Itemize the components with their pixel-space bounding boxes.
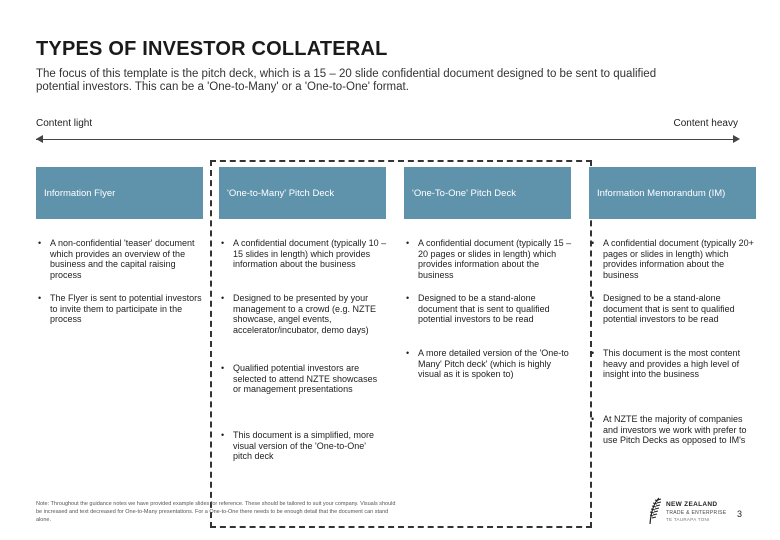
scale-right-label: Content heavy xyxy=(673,118,738,129)
scale-arrow-line xyxy=(36,139,738,140)
bullet-item: • The Flyer is sent to potential investors to invite them to participate in the process xyxy=(38,293,202,324)
bullet-item: • At NZTE the majority of companies and investors we work with prefer to use Pitch Decks as opposed to IM's xyxy=(591,414,747,445)
logo-line-3: TE TAURAPA TONI xyxy=(666,517,710,522)
column-one-to-many-pitch-deck xyxy=(219,167,386,219)
page-title: TYPES OF INVESTOR COLLATERAL xyxy=(36,38,388,60)
column-heading: 'One-To-One' Pitch Deck xyxy=(404,167,571,219)
footer-note: Note: Throughout the guidance notes we have provided example slides for reference. These should be tailored to suit your company. Visuals should be increased and text decreased for One-to-Many presentations. For a One-to-One there needs to be enough detail that the document can stand alone. xyxy=(36,501,396,523)
bullet-item: • A confidential document (typically 10 – 15 slides in length) which provides information about the business xyxy=(221,238,387,269)
bullet-item: • Qualified potential investors are selected to attend NZTE showcases or management presentations xyxy=(221,363,378,394)
column-heading: Information Memorandum (IM) xyxy=(589,167,756,219)
bullet-item: • Designed to be presented by your management to a crowd (e.g. NZTE showcase, angel events, accelerator/incubator, demo days) xyxy=(221,293,377,335)
bullet-item: • Designed to be a stand-alone document that is sent to qualified potential investors to be read xyxy=(591,293,735,324)
bullet-item: • A confidential document (typically 20+ pages or slides in length) which provides information about the business xyxy=(591,238,754,280)
bullet-item: • This document is a simplified, more visual version of the 'One-to-One' pitch deck xyxy=(221,430,375,461)
fern-icon xyxy=(648,497,662,525)
scale-left-label: Content light xyxy=(36,118,93,129)
bullet-item: • A confidential document (typically 15 – 20 pages or slides in length) which provides information about the business xyxy=(406,238,572,280)
column-heading: Information Flyer xyxy=(36,167,203,219)
arrow-left-head-icon xyxy=(36,135,43,143)
bullet-item: • A more detailed version of the 'One-to Many' Pitch deck' (which is highly visual as it is spoken to) xyxy=(406,348,569,379)
nzte-logo xyxy=(648,497,728,527)
column-heading: 'One-to-Many' Pitch Deck xyxy=(219,167,386,219)
page-subtitle: The focus of this template is the pitch deck, which is a 15 – 20 slide confidential document designed to be sent to qualified potential investors. This can be a 'One-to-Many' or a 'One-to-One' format. xyxy=(36,68,657,93)
column-information-flyer xyxy=(36,167,203,219)
page-number: 3 xyxy=(737,509,743,519)
logo-line-2: TRADE & ENTERPRISE xyxy=(666,510,727,516)
bullet-item: • This document is the most content heavy and provides a high level of insight into the business xyxy=(591,348,741,379)
arrow-right-head-icon xyxy=(733,135,740,143)
bullet-item: • A non-confidential 'teaser' document which provides an overview of the business and the capital raising process xyxy=(38,238,195,280)
column-one-to-one-pitch-deck xyxy=(404,167,571,219)
logo-line-1: NEW ZEALAND xyxy=(666,501,718,508)
bullet-item: • Designed to be a stand-alone document that is sent to qualified potential investors to be read xyxy=(406,293,550,324)
column-information-memorandum xyxy=(589,167,756,219)
